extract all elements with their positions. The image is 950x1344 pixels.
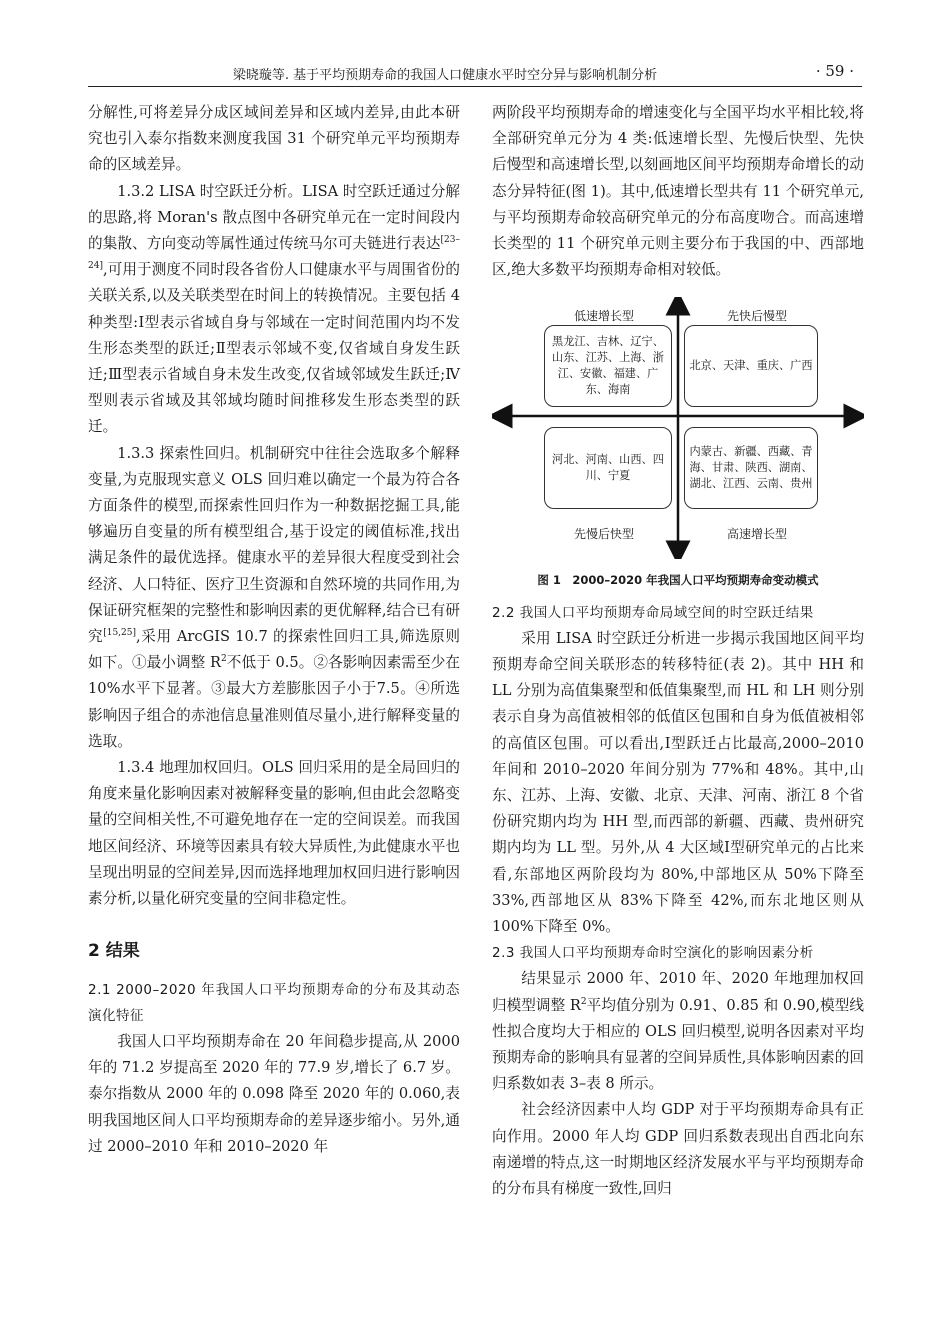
quadrant-box-high-growth: 内蒙古、新疆、西藏、青海、甘肃、陕西、湖南、湖北、江西、云南、贵州: [684, 427, 818, 509]
paragraph: 两阶段平均预期寿命的增速变化与全国平均水平相比较,将全部研究单元分为 4 类:低速增长型、先慢后快型、先快后慢型和高速增长型,以刻画地区间平均预期寿命增长的动态分异特征(图 1)。其中,低速增长型共有 11 个研究单元,与平均预期寿命较高研究单元的分布高度吻合。而高速增长类型的 11 个研究单元则主要分布于我国的中、西部地区,绝大多数平均预期寿命相对较低。: [492, 104, 864, 279]
section-1-3-3: 1.3.3 探索性回归。机制研究中往往会选取多个解释变量,为克服现实意义 OLS 回归难以确定一个最为符合各方面条件的模型,而探索性回归作为一种数据挖掘工具,能够遍历自变量的所有模型组合,基于设定的阈值标准,找出满足条件的最优选择。健康水平的差异很大程度受到社会经济、人口特征、医疗卫生资源和自然环境的共同作用,为保证研究框架的完整性和影响因素的更优解释,结合已有研究[15,25],采用 ArcGIS 10.7 的探索性回归工具,筛选原则如下。①最小调整 $R^2$不低于 0.5。②各影响因素需至少在 10%水平下显著。③最大方差膨胀因子小于7.5。④所选影响因子组合的赤池信息量准则值尽量小,进行解释变量的选取。: [88, 444, 460, 750]
quadrant-box-low-growth: 黑龙江、吉林、辽宁、山东、江苏、上海、浙江、安徽、福建、广东、海南: [544, 325, 672, 407]
left-column: [88, 100, 460, 1160]
figure-1-quadrant-diagram: [492, 297, 864, 559]
quadrant-label-high-growth: 高速增长型: [726, 527, 787, 542]
section-1-3-4: 1.3.4 地理加权回归。OLS 回归采用的是全局回归的角度来量化影响因素对被解释变量的影响,但由此会忽略变量的空间相关性,不可避免地存在一定的空间误差。而我国地区间经济、环境等因素具有较大异质性,为此健康水平也呈现出明显的空间差异,因而选择地理加权回归进行影响因素分析,以量化研究变量的空间非稳定性。: [88, 759, 460, 908]
quadrant-box-slow-then-fast: 河北、河南、山西、四川、宁夏: [544, 427, 672, 509]
quadrant-label-fast-then-slow: 先快后慢型: [726, 309, 787, 324]
paragraph: 社会经济因素中人均 GDP 对于平均预期寿命具有正向作用。2000 年人均 GDP 回归系数表现出自西北向东南递增的特点,这一时期地区经济发展水平与平均预期寿命的分布具有梯度一致性,回归: [492, 1101, 864, 1198]
paragraph: 结果显示 2000 年、2010 年、2020 年地理加权回归模型调整 $R^2$平均值分别为 0.91、0.85 和 0.90,模型线性拟合度均大于相应的 OLS 回归模型,说明各因素对平均预期寿命的影响具有显著的空间异质性,具体影响因素的回归系数如表 3–表 8 所示。: [492, 970, 864, 1093]
subsection-2-3-heading: 2.3 我国人口平均预期寿命时空演化的影响因素分析: [492, 945, 814, 962]
citation: [23–24]: [88, 235, 460, 272]
quadrant-box-fast-then-slow: 北京、天津、重庆、广西: [684, 325, 818, 407]
header-title: 梁晓璇等. 基于平均预期寿命的我国人口健康水平时空分异与影响机制分析: [232, 68, 658, 83]
quadrant-label-slow-then-fast: 先慢后快型: [573, 527, 634, 542]
section-1-3-2: 1.3.2 LISA 时空跃迁分析。LISA 时空跃迁通过分解的思路,将 Moran's 散点图中各研究单元在一定时间段内的集散、方向变动等属性通过传统马尔可夫链进行表达[23–24],可用于测度不同时段各省份人口健康水平与周围省份的关联关系,以及关联类型在时间上的转换情况。主要包括 4 种类型:Ⅰ型表示省域自身与邻域在一定时间范围内均不发生形态类型的跃迁;Ⅱ型表示邻域不变,仅省域自身发生跃迁;Ⅲ型表示省域自身未发生改变,仅省域邻域发生跃迁;Ⅳ 型则表示省域及其邻域均随时间推移发生形态类型的跃迁。: [88, 182, 460, 436]
paragraph: 采用 LISA 时空跃迁分析进一步揭示我国地区间平均预期寿命空间关联形态的转移特征(表 2)。其中 HH 和 LL 分别为高值集聚型和低值集聚型,而 HL 和 LH 则分别表示自身为高值被相邻的低值区包围和自身为低值被相邻的高值区包围。可以看出,Ⅰ型跃迁占比最高,2000–2010 年间和 2010–2020 年间分别为 77%和 48%。其中,山东、江苏、上海、安徽、北京、天津、河南、浙江 8 个省份研究期内均为 HH 型,而西部的新疆、西藏、贵州研究期内均为 LL 型。另外,从 4 大区域Ⅰ型研究单元的占比来看,东部地区两阶段均为 80%,中部地区从 50%下降至 33%,西部地区从 83%下降至 42%,而东北地区则从 100%下降至 0%。: [492, 629, 864, 936]
paragraph: 分解性,可将差异分成区域间差异和区域内差异,由此本研究也引入泰尔指数来测度我国 31 个研究单元平均预期寿命的区域差异。: [88, 104, 460, 174]
subsection-2-1-heading: 2.1 2000–2020 年我国人口平均预期寿命的分布及其动态演化特征: [88, 981, 460, 1024]
right-column: [492, 100, 864, 1202]
quadrant-label-low-growth: 低速增长型: [573, 309, 634, 324]
running-header: [88, 58, 862, 87]
section-heading-results: 2 结果: [88, 941, 140, 962]
page-number: · 59 ·: [815, 62, 854, 80]
figure-1-caption: 图 1 2000–2020 年我国人口平均预期寿命变动模式: [537, 573, 819, 588]
citation: [15,25]: [103, 628, 136, 639]
paragraph: 我国人口平均预期寿命在 20 年间稳步提高,从 2000 年的 71.2 岁提高至 2020 年的 77.9 岁,增长了 6.7 岁。泰尔指数从 2000 年的 0.098 降至 2020 年的 0.060,表明我国地区间人口平均预期寿命的差异逐步缩小。另外,通过 2000–2010 年和 2010–2020 年: [88, 1032, 460, 1155]
subsection-2-2-heading: 2.2 我国人口平均预期寿命局域空间的时空跃迁结果: [492, 604, 814, 621]
